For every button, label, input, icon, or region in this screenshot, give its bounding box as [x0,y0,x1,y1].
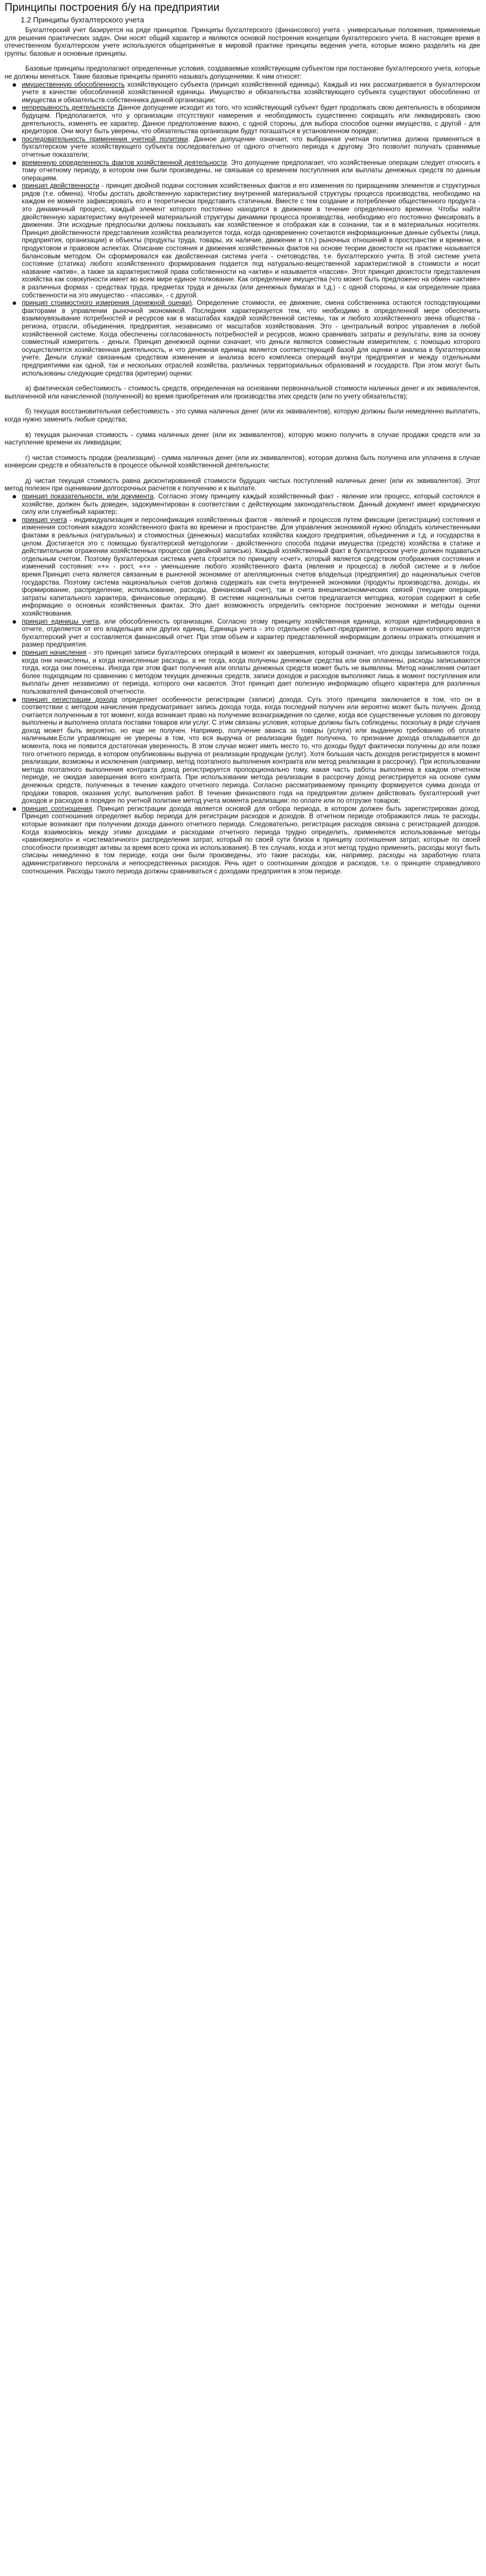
principle-term: принцип стоимостного измерения (денежной оценки) [22,299,192,307]
list-item [22,805,480,875]
principle-text: . Это допущение предполагает, что хозяйственные операции следует относить к тому отчетному периоду, в котором они были произведены, не связывая со временем поступления или выплаты денежных средств по данным операциям. [22,158,481,182]
list-item [22,299,480,377]
principle-term: принцип двойственности [22,182,99,190]
list-item [22,493,480,516]
principle-text: - принцип двойной подачи состояния хозяйственных фактов и его изменения по приращениям элементов и структурных рядов (т.е. обмена). Чтобы достать двойственную характеристику внутренней материальной структуры процесса производства, необходимо на каждом ее моменте зафиксировать его и теоретически представить статичным. Вместе с тем создание и потребление общественного продукта - это динамичный процесс, каждый элемент которого постоянно находится в движении в течение определенного времени. Чтобы найти двойственную характеристику внутренней материальной структуры динамики процесса производства, необходимо его постоянно фиксировать в движении. Эти исходные предпосылки должны показывать как хозяйственное и отображая как в сознании, так и в материальных носителях. Принцип двойственности представления хозяйства реализуется тогда, когда одновременно сочетаются информационные данные субъекты (лица, предприятия, организации) и объекты (продукты труда, товары, их наличие, движение и т.п.) рыночных отношений в пространстве и времени, в продуктовом и правовом аспектах. Описание состояния и движения хозяйственных фактов на основе теории двоистости на практике называется балансовым методом. Он сформировался как двойственная система учета - счетоводства, т.е. бухгалтерского учета. В этой системе учета состояние (статика) любого хозяйственного формирования подается под натурально-вещественной характеристикой в стоимости и носит название «актив», а также за характеристикой права собственности на «актив» и называется «пассив». Этот принцип двоистости представления хозяйства как совокупности имеет во всем мире единое толкование. Как определение имущества (что может быть предложено на обмен «активе» в различных формах - средствах труда, предметах труда и деньгах (или денежных бумагах и т.д.) - с одной стороны, и как определение права собственности на это имущество - «пассива», - с другой. [22,182,481,299]
cost-option-d: г) чистая стоимость продаж (реализации) - сумма наличных денег (или их эквивалентов), которая должна быть получена или уплачена в случае конверсии средств и обязательств в процессе обычной хозяйственной деятельности; [5,454,480,470]
principle-term: принцип соотношения [22,804,92,813]
principle-text: . Определение стоимости, ее движение, смена собственника остаются господствующими факторами в управлении рыночной экономикой. Последняя характеризуется тем, что необходимо в определенной мере обеспечить взаимоувязывание потребностей и ресурсов как в масштабах каждой хозяйственной системы, так и любого хозяйственного звена общества - региона, отрасли, объединения, предприятия, независимо от масштабов хозяйствования. Это - центральный вопрос управления в любой хозяйственной системе. Когда обеспечены согласованность потребностей и ресурсов, можно сравнивать затраты и результаты, взяв за основу совместный измеритель - деньги. Принцип денежной оценки означает, что деньги являются совместным измерителем, с помощью которого осуществляется хозяйственная деятельность, и что денежная единица является соответствующей базой для оценки и анализа в бухгалтерском учете. Деньги служат связанным средством изменения и анализа всего комплекса операций внутри предприятия и между отдельными предприятиями как одной, так и нескольких отраслей хозяйства, различных территориальных образований и государств. При этом могут быть использованы следующие средства (критерии) оценки: [22,299,480,377]
base-principles-intro: Базовые принципы предполагают определенные условия, создаваемые хозяйствующим субъектом при постановке бухгалтерского учета, которые не должны меняться. Такие базовые принципы принято называть допущениями. К ним относят: [5,65,480,80]
list-item [22,182,480,299]
page-title: Принципы построения б/у на предприятии [5,2,220,14]
principle-text: . Согласно этому принципу каждый хозяйственный факт - явление или процесс, который состоялся в хозяйстве, должен быть доведен, задокументирован в соответствии с действующим законодательством. Данный документ имеет юридическую силу или служебный характер; [22,493,480,516]
cost-option-c: в) текущая рыночная стоимость - сумма наличных денег (или их эквивалентов), которую можно получить в случае продажи средств или за наступление времени их ликвидации; [5,431,480,447]
principle-term: принцип показательности, или документа [22,493,154,501]
principle-text: - это принцип записи бухгалтерских операций в момент их завершения, который означает, что доходы записываются тогда, когда они начислены, и когда начисленные расходы, а не тогда, когда получены денежные средства или они оплачены, расходы записываются тогда, когда они понесены. Иногда при этом факт получения или оплаты денежных средств может быть не выявлены. Метод начисления считает более подходящим по сравнению с методом текущих денежных средств, записи доходов и расходов выполняют лишь в момент поступления или выплаты денег независимо от периода, которого они касаются. Этот принцип дает полезную информацию общего характера для различных пользователей финансовой отчетности. [22,648,480,695]
principle-term: принцип единицы учета [22,617,99,625]
principle-term: непрерывность деятельности [22,104,114,112]
principle-text: - индивидуализация и персонификация хозяйственных фактов - явлений и процессов путем фиксации (регистрации) состояния и изменения состояния каждого хозяйственного факта во времени и пространстве. Для управления экономикой нужно обладать количественными фактами в реальных (натуральных) и стоимостных (денежных) масштабах хозяйства каждого предприятия, объединения и т.д. и государства в целом. Достигается это с помощью бухгалтерской методологии - двойственного способа подачи имущества (средств) хозяйства в статике и действительном отражении хозяйственных процессов (двойной записью). Каждый хозяйственный факт в бухгалтерском учете должен подаваться отдельным счетом. Поэтому бухгалтерская система учета строится по принципу «счет», который является средством отображения состояния и изменений состояния: «+» - рост, «+» - уменьшение любого хозяйственного факта (явления и процесса) в любой системе и в любое время.Принцип счета является связанным в рыночной экономике от апелляционных счетов владельца (предприятия) до национальных счетов государства. Поэтому система национальных счетов должна содержать как счета внутренней экономики (продукты производства, доходы, их формирование, распределение, использование, расходы, финансовый счет), так и счета внешнеэкономических связей (текущие операции, затраты капитального характера, финансовые операции). В системе национальных счетов предлагается методика, которая содержит в себе информацию о основных хозяйственных фактах. Это дает возможность определить секторное построение экономики и методы оценки хозяйствования. [22,516,480,617]
principle-text: определяет особенности регистрации (записи) дохода. Суть этого принципа заключается в том, что он в соответствии с методом начисления предусматривает запись дохода тогда, когда последний получен или вероятно может быть получен. Доход считается полученным в тот момент, когда возникает право на получение вознаграждения по сделке, когда все существенные условия по договору выполнены и выполнена оплата поставки товаров или услуг. С этим связаны условия, которые должны быть соблюдены, поскольку в ряде случаев доход может быть вероятно, но еще не получен. Например, получение аванса за товары (услуги) или выданную требованию об оплате наличными.Если управляющие не уверены в том, что вся выручка от реализации будет получена, то признание дохода откладывается до момента, пока не появится достаточная уверенность. В этом случае может иметь место то, что доходы будут фактически получены до или позже того отчетного периода, в котором опубликованы выручка от реализации продукции (услуг). Хотя большая часть доходов регистрируется в момент реализации, возможны и исключения (например, метод поэтапного выполнения контракта или метод реализации в рассрочку). При использовании метода поэтапного выполнения контракта доход регистрируется пропорционально тому, какая часть работы выполнена в каждом отчетном периоде, не ожидая завершения всего контракта. При использовании метода реализации в рассрочку доход регистрируется на основе сумм денежных средств, полученных в течение каждого отчетного периода. Согласно рассматриваемому принципу формируется сумма дохода от продажи товаров, оказания услуг, выполнения работ. В течение финансового года на предприятии должен действовать бухгалтерский учет доходов и расходов в порядке по учетной политике метод учета момента реализации: по оплате или по отгрузке товаров; [22,695,481,805]
principle-text: , или обособленность организации. Согласно этому принципу хозяйственная единица, которая идентифицирована в отчете, отделяется от его владельцев или других единиц. Единица учета - это отдельное субъект-предприятие, в отношении которого ведется бухгалтерский учет и составляется финансовый отчет. При этом объем и характер представленной информации должны отражать отношения и размер предприятия. [22,617,480,649]
list-item [22,618,480,649]
list-item [22,159,480,183]
principle-term: принцип регистрации дохода [22,695,118,703]
cost-option-b: б) текущая восстановительная себестоимость - это сумма наличных денег (или их эквивалентов), которую должны были немедленно выплатить, когда нужно заменить любые средства; [5,408,480,423]
principle-text: . Данное допущение исходит из того, что хозяйствующий субъект будет продолжать свою деятельность в обозримом будущем. Предполагается, что у организации отсутствуют намерения и необходимость существенно сокращать или ликвидировать свою деятельность, изменять ее характер. Данное предположение важно, с одной стороны, для выбора способов оценки имущества, с другой - для кредиторов. Они могут быть уверены, что обязательства организации будут погашаться в установленном порядке; [22,104,480,136]
base-principles-list [5,81,480,378]
principle-text: хозяйствующего субъекта (принцип хозяйственной единицы). Каждый из них рассматривается в бухгалтерском учете в качестве обособленной хозяйственной единицы. Имущество и обязательства хозяйствующего субъекта существуют обособленно от имущества и обязательств собственника данной организации; [22,80,480,104]
principle-text: . Принцип регистрации дохода является основой для отбора периода, в котором должен быть зарегистрирован доход. Принцип соотношения определяет выбор периода для регистрации расходов и доходов. В отчетном периоде отображаются лишь те расходы, которые возникают при получении дохода данного отчетного периода. Следовательно, регистрация расходов связана с регистрацией доходов. Когда взаимосвязь между этими доходами и расходами отчетного периода трудно определить, применяются использованные методы «равномерного» и «систематичного» распределения затрат, который по своей сути близок к принципу соотношения затрат, которые по своей способности производят активы за время всего срока их использования). В тех случаях, когда и этот метод трудно применить, расходы могут быть списаны немедленно в том периоде, когда они были произведены, это такие расходы, как, например, расходы на заработную плата административного персонала и непосредственных расходов. Речь идет о соотношении доходов и расходов, т.е. о принципе справедливого соотношения. Расходы такого периода должны сравниваться с доходами предприятия в этом периоде. [22,804,480,875]
list-item [22,104,480,135]
principle-term: временную определенность фактов хозяйственной деятельности [22,158,227,167]
intro-paragraph: Бухгалтерский учет базируется на ряде принципов. Принципы бухгалтерского (финансового) учета - универсальные положения, применяемые для решения практических задач. Они носят общий характер и являются основой построения концепции бухгалтерского учета. В настоящее время в отечественном бухгалтерском учете используются общепринятые в мировой практике принципы ведения учета, которые можно разделить на две группы: базовые и основные принципы. [5,26,480,57]
cost-option-a: а) фактическая себестоимость - стоимость средств, определенная на основании первоначальной стоимости наличных денег и их эквивалентов, выплаченной или начисленной (полученной) во время приобретения или производства этих средств (или по учету обязательств); [5,385,480,400]
principle-text: . Данное допущение означает, что выбранная учетная политика должна применяться в бухгалтерском учете хозяйствующего субъекта последовательно от одного отчетного периода к другому. Это позволит получать сравнимые отчетные показатели; [22,135,480,158]
principle-term: принцип начисления [22,648,87,656]
document-page [0,1,486,875]
cost-option-e: д) чистая текущая стоимость равна дисконтированной стоимости будущих чистых поступлений наличных денег (или их эквивалентов). Этот метод полезен при оценивании долгосрочных расчетов к получению и к выплате. [5,477,480,493]
principle-term: принцип учета [22,516,67,524]
list-item [22,649,480,696]
main-principles-list [5,493,480,875]
list-item [22,81,480,105]
principle-term: имущественную обособленность [22,80,125,88]
list-item [22,696,480,805]
list-item [22,136,480,159]
principle-term: последовательность применения учетной политики [22,135,188,143]
list-item [22,516,480,618]
section-subtitle: 1.2 Принципы бухгалтерского учета [21,16,145,24]
